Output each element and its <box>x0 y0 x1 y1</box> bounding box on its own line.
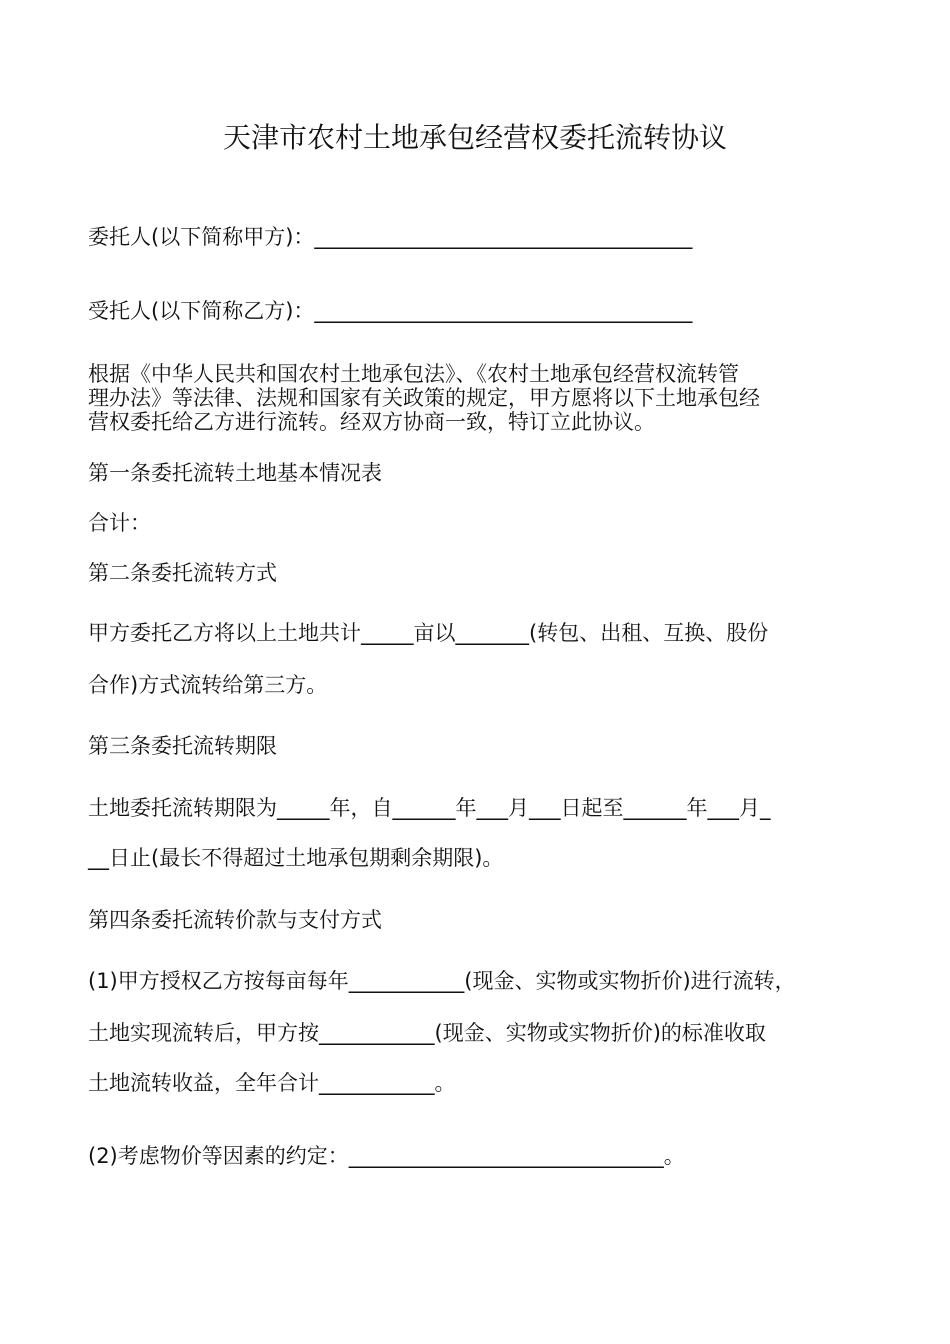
document-title: 天津市农村土地承包经营权委托流转协议 <box>222 121 727 154</box>
article3-heading: 第三条委托流转期限 <box>88 734 277 758</box>
preamble-line-1: 根据《中华人民共和国农村土地承包法》、《农村土地承包经营权流转管 <box>88 362 739 386</box>
article4-clause1-line-1: (1)甲方授权乙方按每亩每年___________(现金、实物或实物折价)进行流转， <box>88 969 796 993</box>
article3-line-1: 土地委托流转期限为_____年，自______年___月___日起至______年___月_ <box>88 796 771 820</box>
party-b-line: 受托人(以下简称乙方)：____________________________________ <box>88 299 693 323</box>
article2-line-1: 甲方委托乙方将以上土地共计_____亩以_______(转包、出租、互换、股份 <box>88 621 769 645</box>
preamble-line-3: 营权委托给乙方进行流转。经双方协商一致，特订立此协议。 <box>88 410 655 434</box>
article2-line-2: 合作)方式流转给第三方。 <box>88 673 328 697</box>
article4-clause1-line-2: 土地实现流转后，甲方按___________(现金、实物或实物折价)的标准收取 <box>88 1021 766 1045</box>
total-label: 合计： <box>88 511 151 535</box>
article3-line-2: __日止(最长不得超过土地承包期剩余期限)。 <box>88 846 504 870</box>
article4-clause2: (2)考虑物价等因素的约定：______________________________。 <box>88 1144 685 1168</box>
article2-heading: 第二条委托流转方式 <box>88 561 277 585</box>
preamble-line-2: 理办法》等法律、法规和国家有关政策的规定，甲方愿将以下土地承包经 <box>88 386 760 410</box>
article4-clause1-line-3: 土地流转收益，全年合计___________。 <box>88 1071 456 1095</box>
article4-heading: 第四条委托流转价款与支付方式 <box>88 908 382 932</box>
article1-heading: 第一条委托流转土地基本情况表 <box>88 461 382 485</box>
party-a-line: 委托人(以下简称甲方)：____________________________________ <box>88 225 693 249</box>
